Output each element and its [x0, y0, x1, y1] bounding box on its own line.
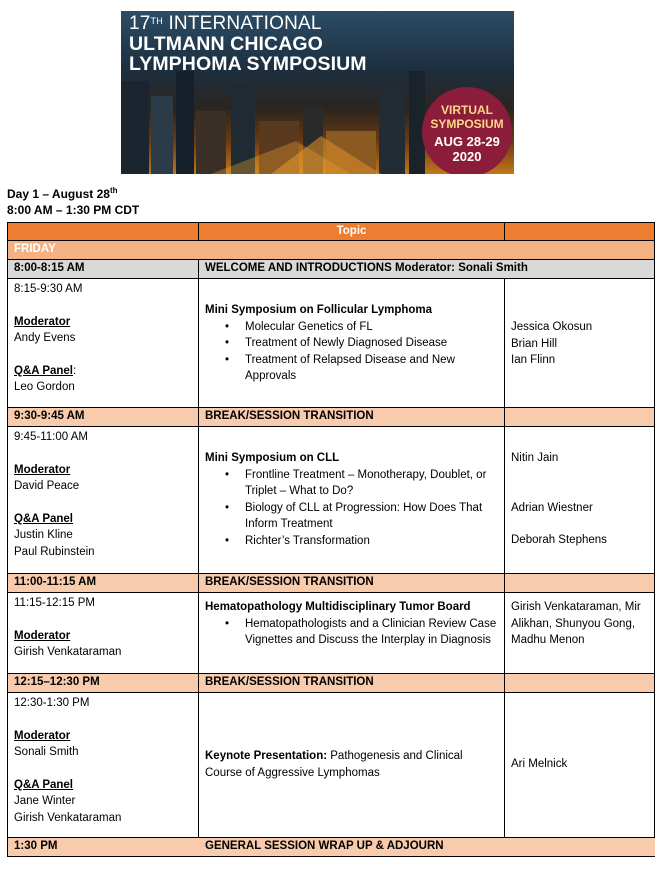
keynote-text: [205, 748, 498, 781]
speaker-name: Brian Hill: [511, 337, 558, 350]
qa-label: Q&A Panel: [14, 512, 74, 525]
session-title: Keynote Presentation:: [205, 750, 328, 762]
virtual-symposium-badge: VIRTUAL SYMPOSIUM AUG 28-29 2020: [422, 87, 512, 174]
moderator-label: Moderator: [14, 463, 71, 476]
table-header-row: [7, 222, 655, 241]
speaker-name: Adrian Wiestner: [511, 501, 593, 514]
session-time: 11:15-12:15 PM: [14, 597, 95, 609]
moderator-label: Moderator: [14, 629, 71, 642]
day-label-row: [7, 241, 655, 260]
session-bullet: • Biology of CLL at Progression: How Does That Inform Treatment: [205, 500, 498, 533]
session-bullet: • Treatment of Relapsed Disease and New Approvals: [205, 352, 498, 385]
banner-line-1: 17TH INTERNATIONAL: [129, 13, 322, 34]
session-time: 8:00-8:15 AM: [8, 260, 199, 278]
moderator-label: Moderator: [14, 729, 71, 742]
session-topic: BREAK/SESSION TRANSITION: [199, 408, 505, 426]
qa-name: Leo Gordon: [14, 381, 75, 393]
session-time: 9:45-11:00 AM: [14, 431, 88, 443]
table-row: [7, 427, 655, 574]
day-title: Day 1 – August 28th: [7, 186, 118, 201]
qa-name: Justin Kline: [14, 529, 73, 541]
session-time: 1:30 PM: [14, 840, 58, 852]
moderator-name: Sonali Smith: [14, 746, 79, 758]
topic-header: Topic: [199, 223, 505, 240]
table-row: [7, 593, 655, 674]
qa-label: Q&A Panel: [14, 364, 74, 377]
day-label: FRIDAY: [14, 243, 56, 255]
speaker-name: Nitin Jain: [511, 452, 559, 464]
session-time: 12:15–12:30 PM: [8, 674, 199, 692]
table-row: [7, 674, 655, 693]
session-time: 12:30-1:30 PM: [14, 697, 90, 709]
banner-line-2: ULTMANN CHICAGO: [129, 33, 323, 55]
moderator-name: Andy Evens: [14, 332, 76, 344]
session-title: Mini Symposium on CLL: [205, 452, 340, 464]
session-title: Mini Symposium on Follicular Lymphoma: [205, 304, 433, 316]
moderator-name: David Peace: [14, 480, 80, 492]
symposium-banner: [121, 11, 514, 174]
qa-label: Q&A Panel: [14, 778, 74, 791]
speaker-name: Ian Flinn: [511, 354, 556, 366]
session-bullet: • Hematopathologists and a Clinician Review Case Vignettes and Discuss the Interplay in Diagnosis: [205, 616, 498, 649]
speaker-name: Deborah Stephens: [511, 534, 607, 546]
moderator-name: Girish Venkataraman: [14, 646, 122, 658]
table-row: [7, 260, 655, 279]
table-row: 8:15-9:30 AM Moderator Andy Evens Q&A Panel: Leo Gordon Mini Symposium on Follicular Lymphoma • Molecular Genetics of FL • Treatment of Newly Diagnosed Disease • Treatment of Relapsed Disease and New Approvals Jessica Okosun Brian Hill Ian Flinn: [7, 279, 655, 408]
table-row: [7, 408, 655, 427]
session-bullet: • Richter’s Transformation: [205, 533, 498, 550]
session-topic: BREAK/SESSION TRANSITION: [199, 574, 505, 592]
schedule-table: [7, 222, 655, 857]
session-topic: GENERAL SESSION WRAP UP & ADJOURN: [205, 840, 444, 852]
session-title: Hematopathology Multidisciplinary Tumor Board: [205, 601, 471, 613]
session-bullet: • Treatment of Newly Diagnosed Disease: [205, 335, 498, 352]
session-time: 11:00-11:15 AM: [8, 574, 199, 592]
table-row: [7, 693, 655, 838]
session-time: 9:30-9:45 AM: [8, 408, 199, 426]
speaker-names: Girish Venkataraman, Mir Alikhan, Shunyou Gong, Madhu Menon: [511, 601, 641, 646]
table-row: [7, 838, 655, 857]
table-row: [7, 574, 655, 593]
qa-name: Girish Venkataraman: [14, 811, 122, 824]
session-bullet: • Molecular Genetics of FL: [205, 319, 498, 336]
session-topic: BREAK/SESSION TRANSITION: [199, 674, 505, 692]
speaker-name: Jessica Okosun: [511, 321, 593, 333]
session-description: Pathogenesis and Clinical Course of Aggressive Lymphomas: [205, 750, 463, 779]
qa-name: Jane Winter: [14, 795, 76, 807]
moderator-label: Moderator: [14, 315, 71, 328]
speaker-name: Ari Melnick: [511, 758, 568, 770]
qa-name: Paul Rubinstein: [14, 545, 95, 558]
day-time: 8:00 AM – 1:30 PM CDT: [7, 203, 140, 217]
session-bullet: • Frontline Treatment – Monotherapy, Doublet, or Triplet – What to Do?: [205, 467, 498, 500]
banner-line-3: LYMPHOMA SYMPOSIUM: [129, 53, 367, 75]
session-topic: WELCOME AND INTRODUCTIONS Moderator: Sonali Smith: [205, 262, 528, 274]
session-time: 8:15-9:30 AM: [14, 283, 83, 295]
